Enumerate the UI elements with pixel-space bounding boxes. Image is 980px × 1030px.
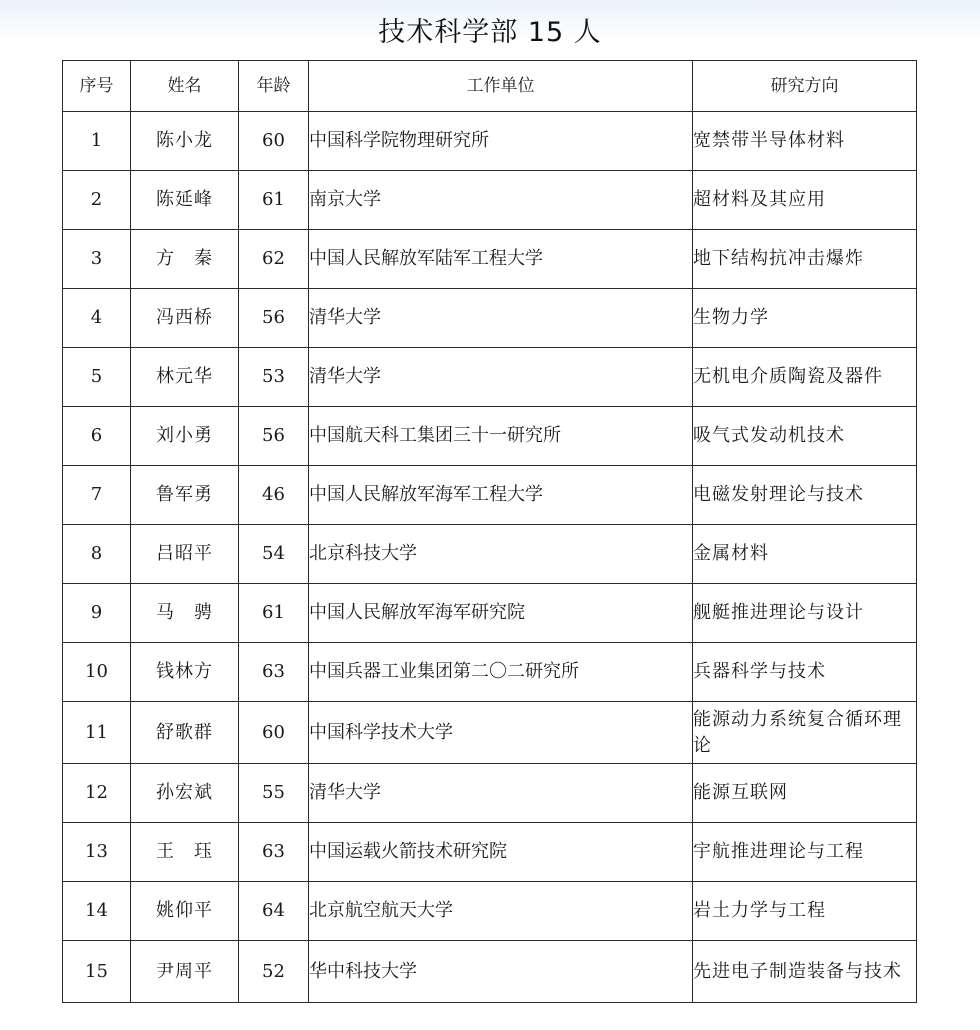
cell-field: 电磁发射理论与技术 (693, 466, 917, 525)
cell-name: 舒歌群 (131, 702, 239, 764)
cell-unit: 华中科技大学 (309, 941, 693, 1003)
table-row (63, 348, 917, 407)
cell-field: 能源互联网 (693, 764, 917, 823)
cell-age: 61 (239, 171, 309, 230)
cell-name: 方 秦 (131, 230, 239, 289)
header-num: 序号 (63, 61, 131, 112)
cell-age: 63 (239, 643, 309, 702)
cell-num: 12 (63, 764, 131, 823)
cell-name: 钱林方 (131, 643, 239, 702)
table-row (63, 112, 917, 171)
header-age: 年龄 (239, 61, 309, 112)
cell-field: 地下结构抗冲击爆炸 (693, 230, 917, 289)
table-row (63, 466, 917, 525)
cell-field: 宽禁带半导体材料 (693, 112, 917, 171)
table-row (63, 171, 917, 230)
cell-num: 4 (63, 289, 131, 348)
header-name: 姓名 (131, 61, 239, 112)
cell-field: 先进电子制造装备与技术 (693, 941, 917, 1003)
cell-num: 15 (63, 941, 131, 1003)
cell-unit: 清华大学 (309, 348, 693, 407)
cell-field: 兵器科学与技术 (693, 643, 917, 702)
cell-num: 8 (63, 525, 131, 584)
cell-field: 岩土力学与工程 (693, 882, 917, 941)
cell-num: 3 (63, 230, 131, 289)
cell-field: 吸气式发动机技术 (693, 407, 917, 466)
cell-age: 64 (239, 882, 309, 941)
cell-unit: 清华大学 (309, 764, 693, 823)
cell-name: 鲁军勇 (131, 466, 239, 525)
cell-age: 60 (239, 702, 309, 764)
cell-num: 10 (63, 643, 131, 702)
cell-name: 王 珏 (131, 823, 239, 882)
cell-field: 金属材料 (693, 525, 917, 584)
cell-num: 1 (63, 112, 131, 171)
table-row (63, 525, 917, 584)
cell-num: 11 (63, 702, 131, 764)
cell-unit: 中国科学院物理研究所 (309, 112, 693, 171)
cell-name: 陈延峰 (131, 171, 239, 230)
cell-name: 刘小勇 (131, 407, 239, 466)
cell-name: 尹周平 (131, 941, 239, 1003)
table-row (63, 407, 917, 466)
cell-name: 冯西桥 (131, 289, 239, 348)
cell-name: 孙宏斌 (131, 764, 239, 823)
table-row (63, 584, 917, 643)
table-row (63, 941, 917, 1003)
cell-unit: 中国运载火箭技术研究院 (309, 823, 693, 882)
cell-num: 5 (63, 348, 131, 407)
cell-num: 6 (63, 407, 131, 466)
cell-unit: 北京科技大学 (309, 525, 693, 584)
cell-age: 55 (239, 764, 309, 823)
page-title: 技术科学部 15 人 (378, 17, 602, 48)
cell-unit: 中国人民解放军陆军工程大学 (309, 230, 693, 289)
table-row (63, 764, 917, 823)
cell-num: 2 (63, 171, 131, 230)
cell-age: 56 (239, 289, 309, 348)
cell-num: 7 (63, 466, 131, 525)
cell-age: 53 (239, 348, 309, 407)
cell-age: 46 (239, 466, 309, 525)
cell-age: 52 (239, 941, 309, 1003)
cell-unit: 中国科学技术大学 (309, 702, 693, 764)
table-row (63, 230, 917, 289)
cell-unit: 中国兵器工业集团第二〇二研究所 (309, 643, 693, 702)
cell-age: 61 (239, 584, 309, 643)
cell-age: 62 (239, 230, 309, 289)
table-row (63, 702, 917, 764)
cell-field: 舰艇推进理论与设计 (693, 584, 917, 643)
cell-name: 马 骋 (131, 584, 239, 643)
cell-field: 能源动力系统复合循环理论 (693, 702, 917, 764)
header-unit: 工作单位 (309, 61, 693, 112)
cell-num: 14 (63, 882, 131, 941)
header-field: 研究方向 (693, 61, 917, 112)
table-header-row (63, 61, 917, 112)
cell-field: 超材料及其应用 (693, 171, 917, 230)
cell-num: 13 (63, 823, 131, 882)
cell-age: 63 (239, 823, 309, 882)
cell-unit: 北京航空航天大学 (309, 882, 693, 941)
cell-age: 54 (239, 525, 309, 584)
cell-name: 林元华 (131, 348, 239, 407)
table-row (63, 643, 917, 702)
table-body (63, 112, 917, 1003)
cell-unit: 南京大学 (309, 171, 693, 230)
cell-name: 吕昭平 (131, 525, 239, 584)
member-table (62, 60, 917, 1003)
table-row (63, 882, 917, 941)
cell-age: 60 (239, 112, 309, 171)
table-row (63, 823, 917, 882)
cell-unit: 清华大学 (309, 289, 693, 348)
cell-age: 56 (239, 407, 309, 466)
cell-num: 9 (63, 584, 131, 643)
cell-name: 姚仰平 (131, 882, 239, 941)
cell-unit: 中国人民解放军海军工程大学 (309, 466, 693, 525)
table-row (63, 289, 917, 348)
cell-unit: 中国航天科工集团三十一研究所 (309, 407, 693, 466)
cell-unit: 中国人民解放军海军研究院 (309, 584, 693, 643)
cell-field: 生物力学 (693, 289, 917, 348)
cell-field: 无机电介质陶瓷及器件 (693, 348, 917, 407)
cell-field: 宇航推进理论与工程 (693, 823, 917, 882)
cell-name: 陈小龙 (131, 112, 239, 171)
